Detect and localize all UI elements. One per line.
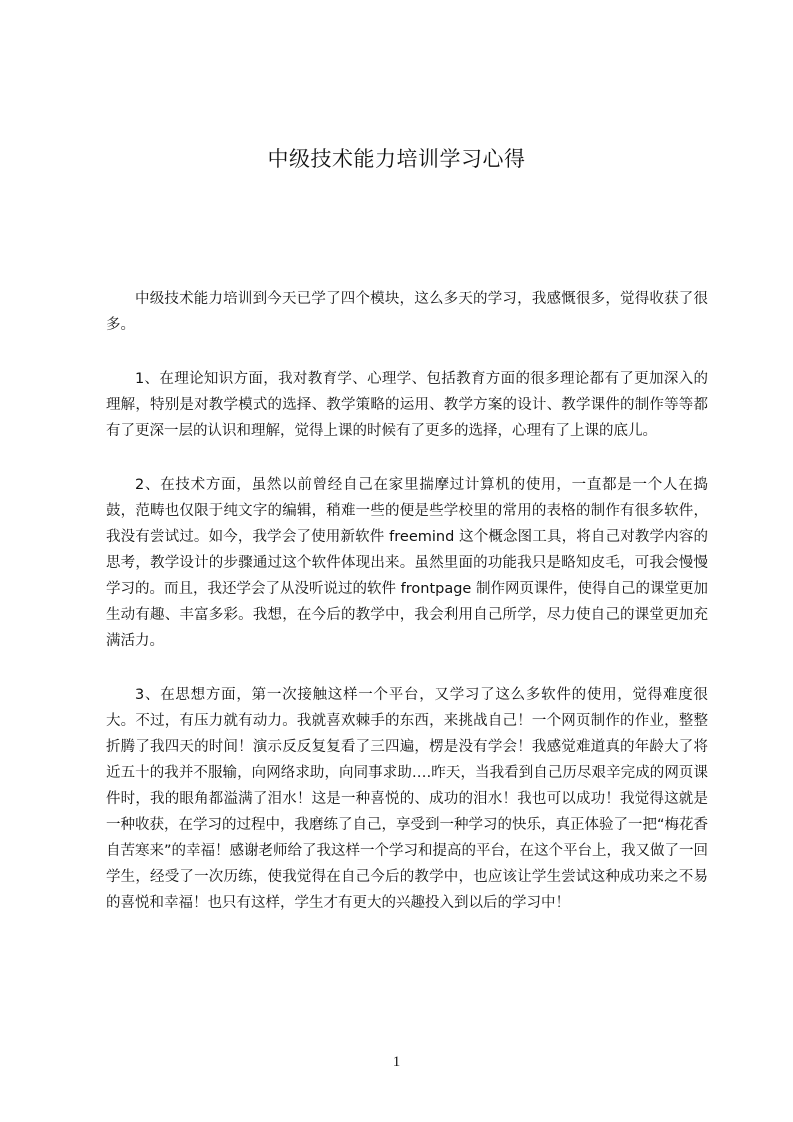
paragraph-technology: 2、在技术方面，虽然以前曾经自己在家里揣摩过计算机的使用，一直都是一个人在捣鼓，范畴也仅限于纯文字的编辑，稍难一些的便是些学校里的常用的表格的制作有很多软件，我没有尝试过。如今，我学会了使用新软件 freemind 这个概念图工具，将自己对教学内容的思考，教学设计的步骤通过这个软件体现出来。虽然里面的功能我只是略知皮毛，可我会慢慢学习的。而且，我还学会了从没听说过的软件 frontpage 制作网页课件，使得自己的课堂更加生动有趣、丰富多彩。我想，在今后的教学中，我会利用自己所学，尽力使自己的课堂更加充满活力。 [106, 477, 708, 649]
paragraph-theory: 1、在理论知识方面，我对教育学、心理学、包括教育方面的很多理论都有了更加深入的理解，特别是对教学模式的选择、教学策略的运用、教学方案的设计、教学课件的制作等等都有了更深一层的认识和理解，觉得上课的时候有了更多的选择，心理有了上课的底儿。 [106, 371, 708, 439]
page-title: 中级技术能力培训学习心得 [267, 147, 526, 171]
document-body [106, 286, 708, 944]
page-number: 1 [392, 1054, 401, 1070]
paragraph-intro: 中级技术能力培训到今天已学了四个模块，这么多天的学习，我感慨很多，觉得收获了很多。 [106, 291, 708, 333]
paragraph-thoughts: 3、在思想方面，第一次接触这样一个平台，又学习了这么多软件的使用，觉得难度很大。不过，有压力就有动力。我就喜欢棘手的东西，来挑战自己！一个网页制作的作业，整整折腾了我四天的时间！演示反反复复看了三四遍，楞是没有学会！我感觉难道真的年龄大了将近五十的我并不服输，向网络求助，向同事求助‥‥昨天，当我看到自己历尽艰辛完成的网页课件时，我的眼角都溢满了泪水！这是一种喜悦的、成功的泪水！我也可以成功！我觉得这就是一种收获，在学习的过程中，我磨练了自己，享受到一种学习的快乐，真正体验了一把“梅花香自苦寒来”的幸福！感谢老师给了我这样一个学习和提高的平台，在这个平台上，我又做了一回学生，经受了一次历练，使我觉得在自己今后的教学中，也应该让学生尝试这种成功来之不易的喜悦和幸福！也只有这样，学生才有更大的兴趣投入到以后的学习中！ [106, 687, 709, 911]
